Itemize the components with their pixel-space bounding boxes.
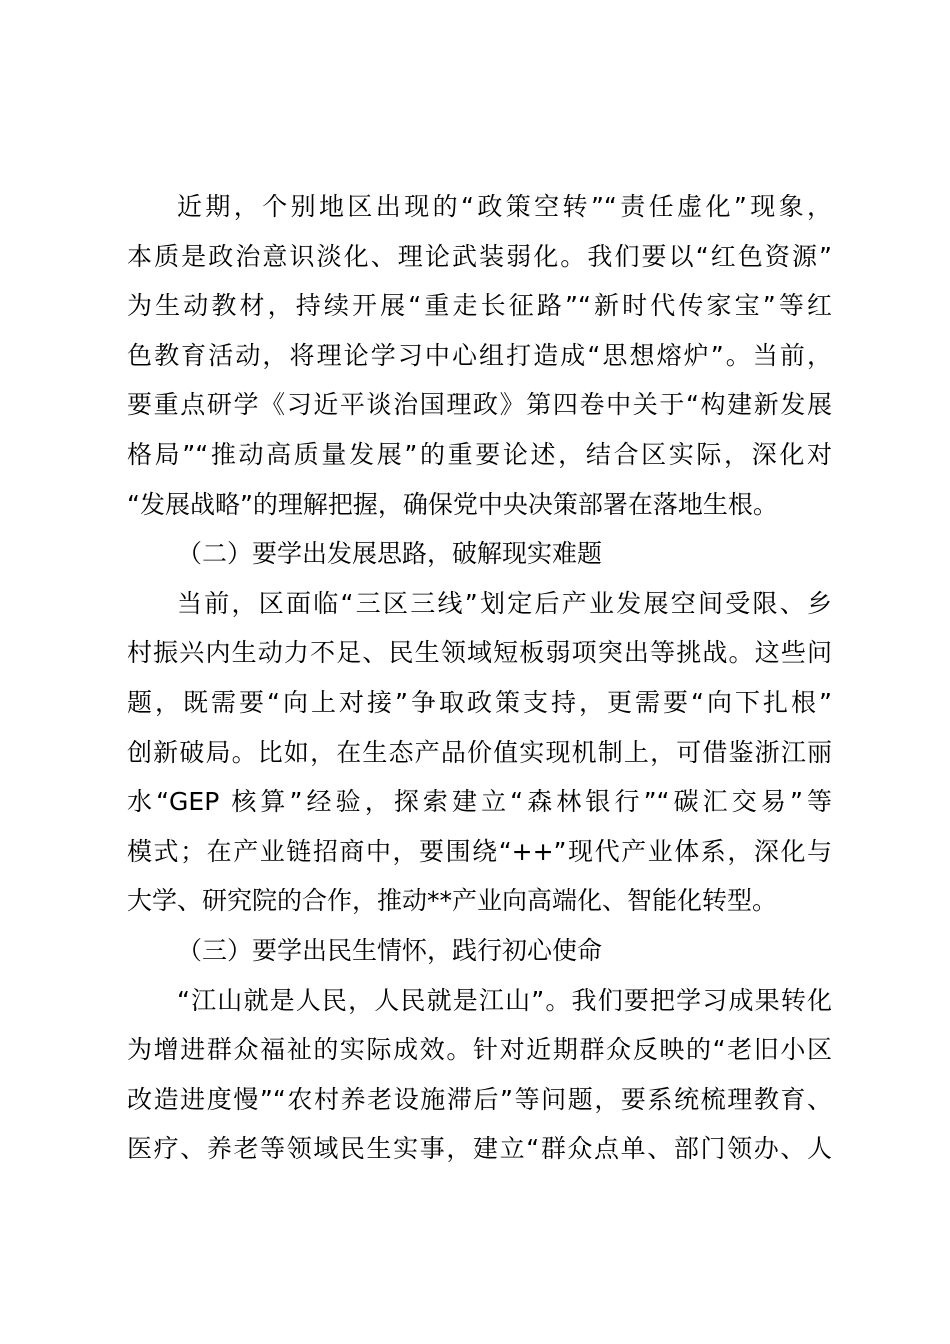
paragraph-line: 为生动教材，持续开展“重走长征路”“新时代传家宝”等红 — [127, 291, 832, 321]
paragraph-line: “发展战略”的理解把握，确保党中央决策部署在落地生根。 — [127, 489, 778, 519]
paragraph-line: 大学、研究院的合作，推动**产业向高端化、智能化转型。 — [127, 886, 778, 916]
paragraph-line: 本质是政治意识淡化、理论武装弱化。我们要以“红色资源” — [127, 241, 832, 271]
paragraph-line: 水“GEP 核算”经验，探索建立“森林银行”“碳汇交易”等 — [127, 787, 832, 817]
body-text — [127, 182, 832, 1174]
paragraph-line: 题，既需要“向上对接”争取政策支持，更需要“向下扎根” — [127, 687, 832, 717]
paragraph-line: 模式；在产业链招商中，要围绕“++”现代产业体系，深化与 — [127, 836, 832, 866]
paragraph-line: 要重点研学《习近平谈治国理政》第四卷中关于“构建新发展 — [127, 390, 832, 420]
paragraph-line: “江山就是人民，人民就是江山”。我们要把学习成果转化 — [177, 985, 832, 1015]
paragraph-line: 村振兴内生动力不足、民生领域短板弱项突出等挑战。这些问 — [127, 638, 832, 668]
paragraph-line: 为增进群众福祉的实际成效。针对近期群众反映的“老旧小区 — [127, 1035, 832, 1065]
paragraph-line: 医疗、养老等领域民生实事，建立“群众点单、部门领办、人 — [127, 1134, 832, 1164]
paragraph-line: 格局”“推动高质量发展”的重要论述，结合区实际，深化对 — [127, 439, 832, 469]
paragraph-line: 创新破局。比如，在生态产品价值实现机制上，可借鉴浙江丽 — [127, 737, 832, 767]
paragraph-line: 色教育活动，将理论学习中心组打造成“思想熔炉”。当前， — [127, 340, 832, 370]
paragraph-line: 改造进度慢”“农村养老设施滞后”等问题，要系统梳理教育、 — [127, 1084, 832, 1114]
section-heading: （三）要学出民生情怀，践行初心使命 — [177, 935, 603, 965]
section-heading: （二）要学出发展思路，破解现实难题 — [177, 539, 603, 569]
paragraph-line: 近期，个别地区出现的“政策空转”“责任虚化”现象， — [177, 192, 832, 221]
paragraph-line: 当前，区面临“三区三线”划定后产业发展空间受限、乡 — [177, 588, 832, 618]
